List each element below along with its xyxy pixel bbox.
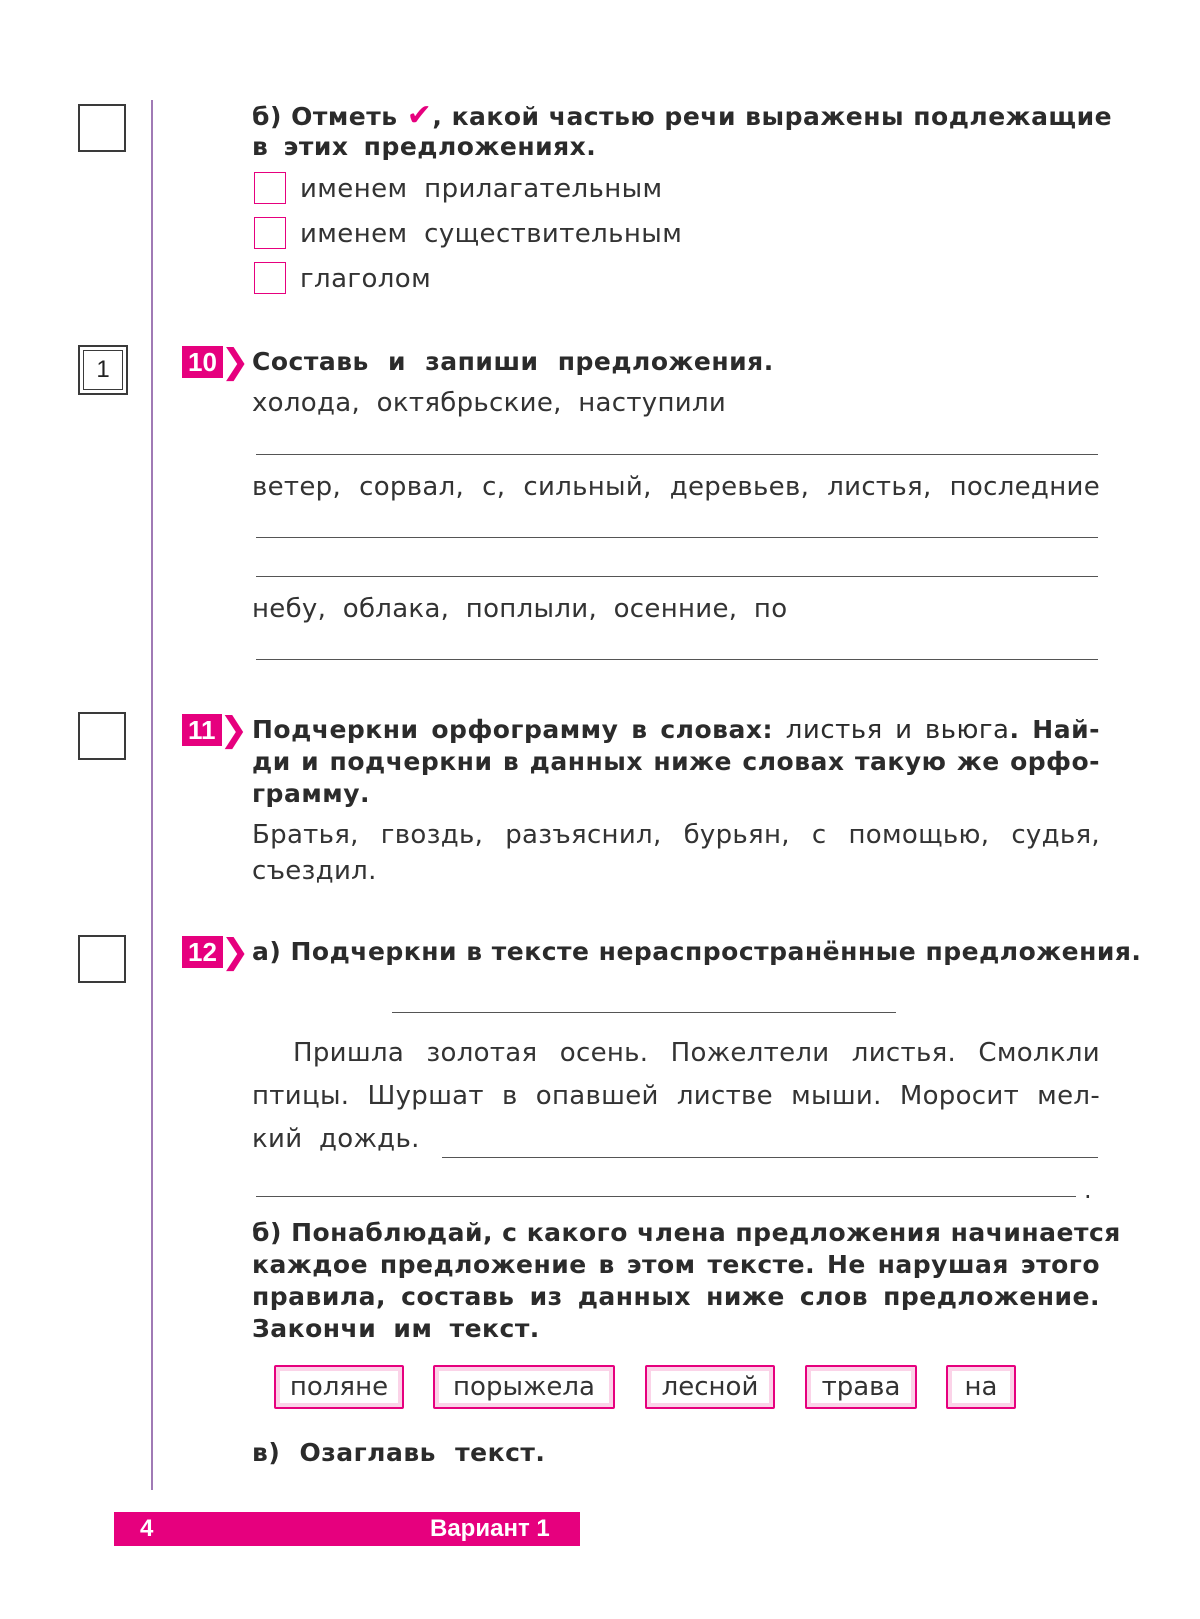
task12-b-2: каждое предложение в этом тексте. Не нарушая этого	[252, 1250, 1100, 1279]
write-line[interactable]	[256, 1196, 1076, 1197]
option-verb: глаголом	[300, 264, 432, 294]
task10-words-1: холода, октябрьские, наступили	[252, 388, 727, 418]
task12-text-3: кий дождь.	[252, 1124, 420, 1154]
task-number: 12	[182, 936, 223, 968]
score-box-9b[interactable]	[78, 104, 126, 152]
task11-line3: грамму.	[252, 779, 370, 808]
margin-line	[151, 100, 153, 1490]
task-number: 10	[182, 346, 223, 378]
write-line[interactable]	[256, 537, 1098, 538]
chevron-right-icon: ❯	[220, 342, 250, 382]
task12-text-1: Пришла золотая осень. Пожелтели листья. Смолкли	[293, 1038, 1100, 1068]
checkbox-verb[interactable]	[254, 262, 286, 294]
checkbox-adjective[interactable]	[254, 172, 286, 204]
chevron-right-icon: ❯	[220, 932, 250, 972]
checkbox-noun[interactable]	[254, 217, 286, 249]
option-adjective: именем прилагательным	[300, 174, 663, 204]
task10-title: Составь и запиши предложения.	[252, 347, 774, 376]
task9b-line2: в этих предложениях.	[252, 132, 597, 161]
chevron-right-icon: ❯	[219, 710, 248, 750]
task12-b-3: правила, составь из данных ниже слов предложение.	[252, 1282, 1100, 1311]
option-noun: именем существительным	[300, 219, 683, 249]
task11-line2: ди и подчеркни в данных ниже словах такую же орфо-	[252, 747, 1100, 776]
task12-c: в) Озаглавь текст.	[252, 1438, 546, 1467]
score-box-12[interactable]	[78, 935, 126, 983]
score-box-11[interactable]	[78, 712, 126, 760]
task12-text-2: птицы. Шуршат в опавшей листве мыши. Моросит мел-	[252, 1081, 1100, 1111]
task11-line1: Подчеркни орфограмму в словах: листья и вьюга. Най-	[252, 715, 1100, 745]
write-line[interactable]	[256, 576, 1098, 577]
task-number-badge-12	[182, 932, 250, 972]
write-line[interactable]	[256, 659, 1098, 660]
task10-words-3: небу, облака, поплыли, осенние, по	[252, 594, 788, 624]
title-write-line[interactable]	[392, 1012, 896, 1013]
score-value: 1	[83, 350, 123, 390]
score-box-10[interactable]	[78, 345, 128, 395]
task-number: 11	[182, 714, 222, 746]
variant-label: Вариант 1	[430, 1515, 550, 1542]
word-card[interactable]: на	[946, 1365, 1016, 1409]
task10-words-2: ветер, сорвал, с, сильный, деревьев, листья, последние	[252, 472, 1100, 502]
write-line[interactable]	[256, 454, 1098, 455]
task12-b-4: Закончи им текст.	[252, 1314, 540, 1343]
task11-words-1: Братья, гвоздь, разъяснил, бурьян, с помощью, судья,	[252, 820, 1100, 850]
word-card[interactable]: лесной	[645, 1365, 775, 1409]
word-card[interactable]: порыжела	[433, 1365, 615, 1409]
word-card[interactable]: трава	[805, 1365, 917, 1409]
task11-words-2: съездил.	[252, 856, 377, 886]
task-number-badge-11	[182, 710, 248, 750]
task12-a: а) Подчеркни в тексте нераспространённые предложения.	[252, 937, 1142, 966]
check-mark-icon: ✔	[406, 98, 433, 133]
word-card[interactable]: поляне	[274, 1365, 404, 1409]
task-number-badge-10	[182, 342, 250, 382]
write-line[interactable]	[442, 1157, 1098, 1158]
page-number: 4	[140, 1515, 154, 1542]
task12-b-1: б) Понаблюдай, с какого члена предложения начинается	[252, 1218, 1121, 1247]
task9b-line1: б) Отметь ✔, какой частью речи выражены подлежащие	[252, 98, 1113, 133]
period: .	[1084, 1176, 1092, 1204]
